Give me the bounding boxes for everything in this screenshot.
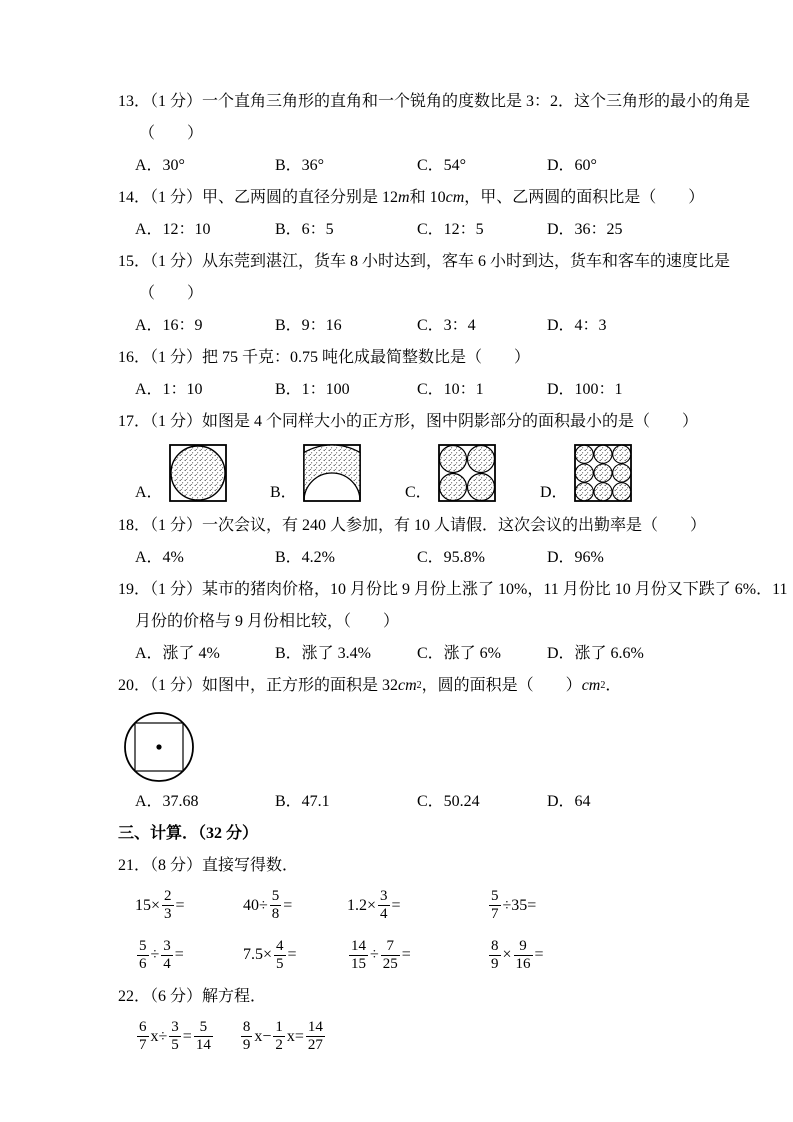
question-22-line-1: 22．（6 分）解方程． [118, 988, 267, 1005]
option-18-a: A．4% [135, 549, 184, 566]
option-15-c: C．3：4 [417, 317, 476, 334]
q21-expression-6: 7.5× $\frac{4}{5}$ = [243, 937, 297, 972]
option-14-c: C．12：5 [417, 221, 484, 238]
question-14 [118, 188, 705, 240]
q21-expression-8: $\frac{8}{9}$ × $\frac{9}{16}$ = [491, 937, 544, 972]
question-17-figure-a [135, 444, 270, 502]
option-13-a: A．30° [135, 157, 185, 174]
question-18 [118, 516, 707, 568]
option-18-d: D．96% [547, 549, 604, 566]
question-14-options [118, 220, 683, 240]
question-15-options [118, 316, 683, 336]
question-13-line-1: 13．（1 分）一个直角三角形的直角和一个锐角的度数比是 3：2．这个三角形的最小的角是 [118, 93, 751, 110]
option-16-c: C．10：1 [417, 381, 484, 398]
option-15-a: A．16：9 [135, 317, 203, 334]
figure-label-b: B． [270, 484, 297, 501]
question-17-figures [118, 444, 683, 502]
option-18-c: C．95.8% [417, 549, 486, 566]
question-19-options [118, 644, 683, 664]
section-3-heading: 三、计算．（32 分） [118, 825, 259, 842]
option-16-b: B．1：100 [275, 381, 350, 398]
option-20-d: D．64 [547, 793, 591, 810]
question-20-figure [118, 710, 683, 784]
question-21 [118, 856, 683, 973]
question-16-line-1: 16．（1 分）把 75 千克：0.75 吨化成最简整数比是（ ） [118, 349, 531, 366]
question-20 [118, 676, 683, 812]
option-13-c: C．54° [417, 157, 467, 174]
q21-expression-1: 15× $\frac{2}{3}$ = [135, 888, 185, 923]
option-14-b: B．6：5 [275, 221, 334, 238]
option-20-a: A．37.68 [135, 793, 199, 810]
question-20-line-1: 20．（1 分）如图中，正方形的面积是 32 cm 2 ，圆的面积是（ ） cm 2 ． [118, 677, 622, 694]
question-21-row-1 [118, 888, 683, 924]
question-17-line-1: 17．（1 分）如图是 4 个同样大小的正方形，图中阴影部分的面积最小的是（ ） [118, 413, 699, 430]
question-17-figure-d [540, 444, 675, 502]
circle-inscribed-square-figure [122, 710, 196, 784]
question-14-line-1: 14．（1 分）甲、乙两圆的直径分别是 12 m 和 10 cm ，甲、乙两圆的面积比是（ ） [118, 189, 705, 206]
question-19-line-1: 19．（1 分）某市的猪肉价格，10 月份比 9 月份上涨了 10%，11 月份比 10 月份又下跌了 6%．11 [118, 581, 788, 598]
q21-expression-3: 1.2× $\frac{3}{4}$ = [347, 888, 401, 923]
question-17 [118, 412, 699, 502]
square-inscribed-circle-figure [169, 444, 227, 502]
q21-expression-5: $\frac{5}{6}$ ÷ $\frac{3}{4}$ = [139, 937, 184, 972]
question-17-figure-c [405, 444, 540, 502]
question-16-options [118, 380, 683, 400]
option-13-d: D．60° [547, 157, 597, 174]
option-16-d: D．100：1 [547, 381, 623, 398]
option-19-c: C．涨了 6% [417, 645, 502, 662]
option-16-a: A．1：10 [135, 381, 203, 398]
q22-equation-2: $\frac{8}{9}$ x− $\frac{1}{2}$ x= $\frac{14}{27}$ [242, 1019, 323, 1054]
question-21-row-2 [118, 938, 683, 974]
question-22-equations [118, 1019, 683, 1055]
square-semicircle-band-figure [303, 444, 361, 502]
figure-label-d: D． [540, 484, 568, 501]
q21-expression-4: $\frac{5}{7}$ ÷35= [491, 888, 537, 923]
question-15-line-1: 15．（1 分）从东莞到湛江，货车 8 小时达到，客车 6 小时到达，货车和客车的速度比是 [118, 253, 731, 270]
question-21-line-1: 21．（8 分）直接写得数． [118, 857, 299, 874]
question-22 [118, 987, 683, 1055]
q22-equation-1: $\frac{6}{7}$ x÷ $\frac{3}{5}$ = $\frac{5}{14}$ [139, 1019, 211, 1054]
q21-expression-7: $\frac{14}{15}$ ÷ $\frac{7}{25}$ = [351, 937, 411, 972]
question-13 [118, 92, 751, 176]
square-four-circles-figure [438, 444, 496, 502]
option-13-b: B．36° [275, 157, 325, 174]
option-18-b: B．4.2% [275, 549, 336, 566]
option-14-d: D．36：25 [547, 221, 623, 238]
option-15-b: B．9：16 [275, 317, 342, 334]
option-20-c: C．50.24 [417, 793, 480, 810]
question-16 [118, 348, 683, 400]
option-20-b: B．47.1 [275, 793, 330, 810]
q21-expression-2: 40÷ $\frac{5}{8}$ = [243, 888, 293, 923]
question-15 [118, 252, 731, 336]
question-15-answer-blank: （ ） [139, 285, 204, 302]
question-18-options [118, 548, 683, 568]
option-19-d: D．涨了 6.6% [547, 645, 644, 662]
figure-label-a: A． [135, 484, 163, 501]
question-18-line-1: 18．（1 分）一次会议，有 240 人参加，有 10 人请假．这次会议的出勤率是（ ） [118, 517, 707, 534]
option-19-a: A．涨了 4% [135, 645, 220, 662]
question-19-line-2: 月份的价格与 9 月份相比较，（ ） [135, 613, 400, 630]
question-19 [118, 580, 788, 664]
question-13-answer-blank: （ ） [139, 125, 204, 142]
square-nine-circles-figure [574, 444, 632, 502]
question-17-figure-b [270, 444, 405, 502]
option-14-a: A．12：10 [135, 221, 211, 238]
option-15-d: D．4：3 [547, 317, 607, 334]
option-19-b: B．涨了 3.4% [275, 645, 372, 662]
figure-label-c: C． [405, 484, 432, 501]
question-13-options [118, 156, 683, 176]
question-20-options [118, 792, 683, 812]
